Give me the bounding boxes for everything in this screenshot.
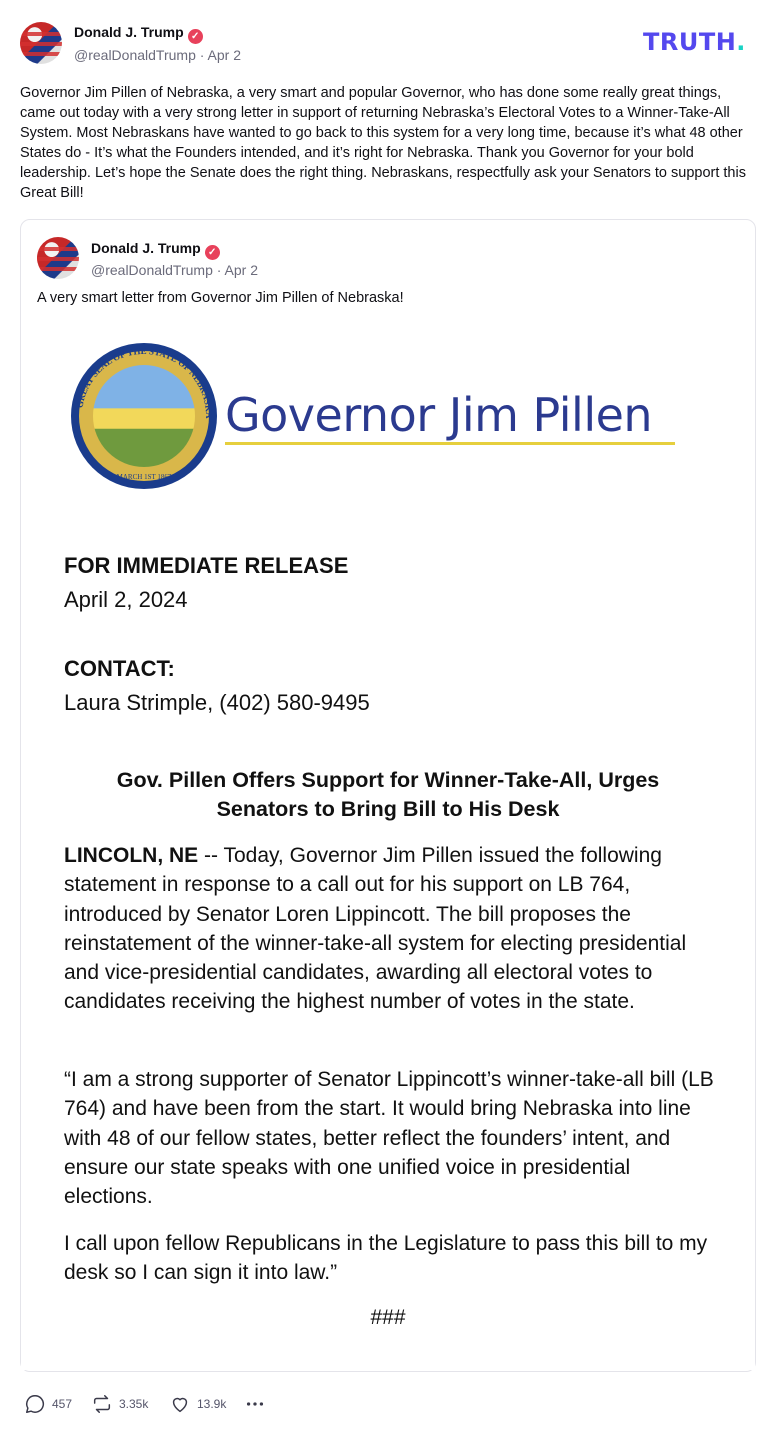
header-underline: [225, 442, 675, 445]
author-avatar[interactable]: [20, 22, 62, 64]
like-count: 13.9k: [197, 1397, 227, 1411]
post-text: Governor Jim Pillen of Nebraska, a very smart and popular Governor, who has done some really great things, came out today with a very strong letter in support of returning Nebraska’s Electoral Votes to a Winner-Take-All System. Most Nebraskans have wanted to go back to this system for a very long time, because it’s what 48 other States do - It’s what the Founders intended, and it’s right for Nebraska. Thank you Governor for your bold leadership. Let’s hope the Senate does the right thing. Nebraskans, respectfully ask your Senators to support this Great Bill!: [20, 85, 746, 201]
press-release-image[interactable]: [21, 320, 755, 1370]
retruth-count: 3.35k: [119, 1397, 149, 1411]
ellipsis-icon: [244, 1393, 266, 1415]
verified-badge-icon: ✓: [205, 245, 220, 260]
verified-badge-icon: ✓: [188, 29, 203, 44]
truth-logo[interactable]: [643, 28, 746, 56]
end-mark: ###: [370, 1306, 406, 1329]
contact-label: CONTACT:: [64, 656, 175, 681]
svg-text:GREAT SEAL OF THE STATE OF NEB: GREAT SEAL OF THE STATE OF NEBRASKA: [74, 345, 215, 419]
paragraph-1-text: -- Today, Governor Jim Pillen issued the following statement in response to a call out for his support on LB 764, introduced by Senator Loren Lippincott. The bill proposes the reinstatement of the winner-take-all system for electing presidential and vice-presidential candidates, awarding all electoral votes to candidates receiving the highest number of votes in the state.: [64, 844, 687, 1014]
more-options-button[interactable]: [244, 1392, 266, 1416]
retruth-icon: [91, 1393, 113, 1415]
nebraska-seal-icon: [71, 343, 217, 489]
headline-line-2: Senators to Bring Bill to His Desk: [216, 797, 560, 821]
quoted-author-name-text[interactable]: Donald J. Trump: [91, 240, 201, 256]
logo-text[interactable]: TRUTH: [643, 28, 737, 56]
release-headline: [21, 766, 755, 824]
heart-icon: [169, 1393, 191, 1415]
quoted-post-text: A very smart letter from Governor Jim Pillen of Nebraska!: [37, 290, 404, 306]
release-date: April 2, 2024: [64, 587, 188, 612]
like-button[interactable]: [169, 1392, 226, 1416]
statement-paragraph-2: “I am a strong supporter of Senator Lippincott’s winner-take-all bill (LB 764) and have been from the start. It would bring Nebraska into line with 48 of our fellow states, better reflect the founders’ intent, and ensure our state speaks with one unified voice in presidential elections.: [64, 1068, 714, 1209]
reply-icon: [24, 1393, 46, 1415]
svg-text:MARCH 1ST 1867: MARCH 1ST 1867: [116, 473, 172, 481]
reply-button[interactable]: [24, 1392, 72, 1416]
reply-count: 457: [52, 1397, 73, 1411]
quoted-author-avatar[interactable]: [37, 237, 79, 279]
author-name-text[interactable]: Donald J. Trump: [74, 24, 184, 40]
release-label: FOR IMMEDIATE RELEASE: [64, 553, 349, 578]
statement-paragraph-1: [64, 841, 724, 1017]
dateline: LINCOLN, NE: [64, 844, 199, 867]
seal-ring-text: [71, 343, 217, 489]
author-handle-date[interactable]: @realDonaldTrump · Apr 2: [74, 47, 241, 63]
retruth-button[interactable]: [91, 1392, 148, 1416]
statement-paragraph-3: I call upon fellow Republicans in the Legislature to pass this bill to my desk so I can sign it into law.”: [64, 1232, 708, 1285]
logo-dot: .: [736, 28, 746, 56]
quoted-post-card[interactable]: [20, 219, 756, 1372]
quoted-author-handle-date[interactable]: @realDonaldTrump · Apr 2: [91, 262, 258, 278]
contact-value: Laura Strimple, (402) 580-9495: [64, 690, 370, 715]
author-name[interactable]: [74, 24, 203, 44]
headline-line-1: Gov. Pillen Offers Support for Winner-Take-All, Urges: [116, 768, 660, 792]
governor-header-title: Governor Jim Pillen: [225, 388, 653, 442]
quoted-author-name[interactable]: [91, 240, 220, 260]
